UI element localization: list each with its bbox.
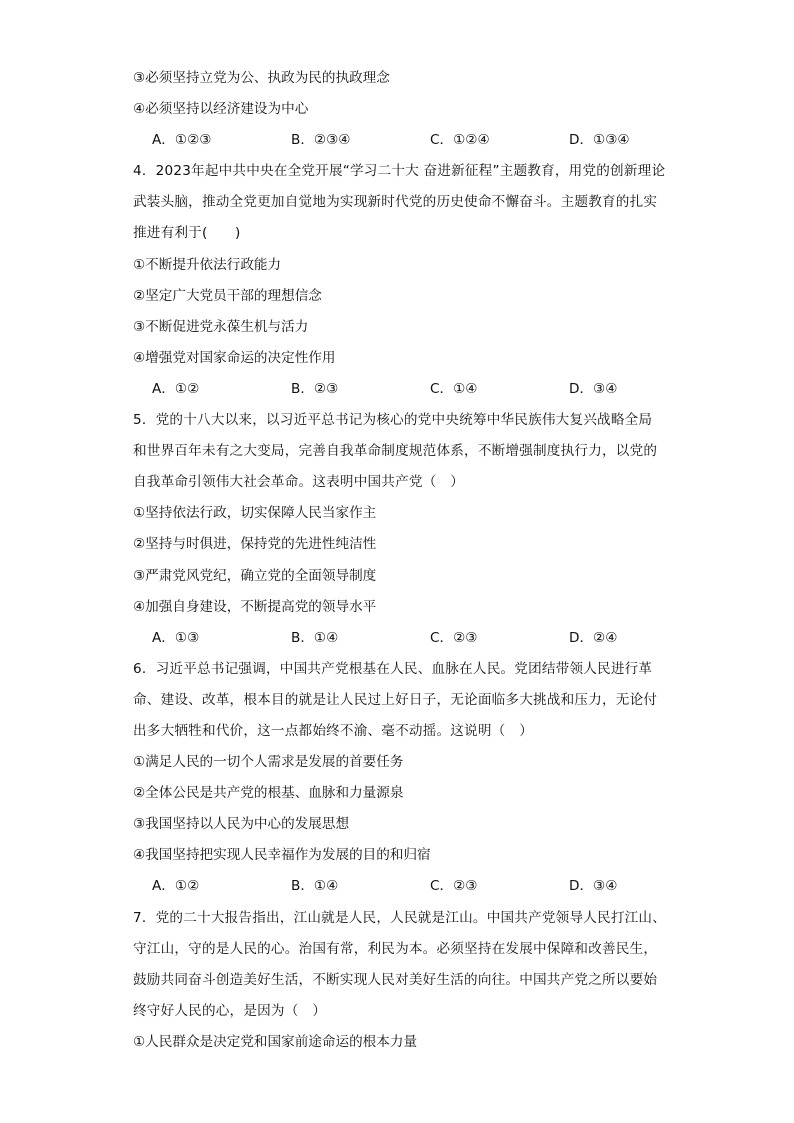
q3-item-4: ④必须坚持以经济建设为中心 [133,101,309,118]
q4-option-a: A．①② [152,380,200,397]
q4-option-d: D．③④ [569,380,618,397]
q4-stem-line-1: 4．2023年起中共中央在全党开展“学习二十大 奋进新征程”主题教育，用党的创新理论 [133,163,666,180]
q4-stem-line-2: 武装头脑，推动全党更加自觉地为实现新时代党的历史使命不懈奋斗。主题教育的扎实 [133,194,658,211]
q6-options [133,871,673,902]
q5-option-b: B．①④ [291,629,339,646]
q4-option-c: C．①④ [430,380,478,397]
q4-item-3: ③不断促进党永葆生机与活力 [133,318,309,335]
q6-item-1: ①满足人民的一切个人需求是发展的首要任务 [133,754,404,771]
q4-item-4: ④增强党对国家命运的决定性作用 [133,349,336,366]
q7-item-1: ①人民群众是决定党和国家前途命运的根本力量 [133,1033,418,1050]
q3-option-b: B．②③④ [291,132,351,149]
q4-option-b: B．②③ [291,380,339,397]
q3-option-a: A．①②③ [152,132,212,149]
q6-option-b: B．①④ [291,878,339,895]
q7-stem-line-4: 终守好人民的心，是因为（ ） [133,1002,327,1019]
q6-option-d: D．③④ [569,878,618,895]
q5-option-c: C．②③ [430,629,478,646]
q4-options [133,374,673,405]
q6-stem-line-1: 6．习近平总书记强调，中国共产党根基在人民、血脉在人民。党团结带领人民进行革 [133,660,653,677]
q7-stem-line-3: 鼓励共同奋斗创造美好生活，不断实现人民对美好生活的向往。中国共产党之所以要始 [133,971,658,988]
exam-content [133,63,673,1058]
q6-option-c: C．②③ [430,878,478,895]
q3-options [133,125,673,156]
q6-option-a: A．①② [152,878,200,895]
q5-option-d: D．②④ [569,629,618,646]
q5-item-2: ②坚持与时俱进，保持党的先进性纯洁性 [133,536,377,553]
q5-stem-line-2: 和世界百年未有之大变局，完善自我革命制度规范体系，不断增强制度执行力，以党的 [133,443,658,460]
q5-stem-line-1: 5．党的十八大以来，以习近平总书记为核心的党中央统筹中华民族伟大复兴战略全局 [133,412,653,429]
q6-item-4: ④我国坚持把实现人民幸福作为发展的目的和归宿 [133,847,431,864]
q3-item-3: ③必须坚持立党为公、执政为民的执政理念 [133,70,390,86]
q6-stem-line-3: 出多大牺牲和代价，这一点都始终不渝、毫不动摇。这说明（ ） [133,722,534,739]
q6-item-2: ②全体公民是共产党的根基、血脉和力量源泉 [133,785,404,802]
q5-options [133,623,673,654]
q3-option-d: D．①③④ [569,132,630,149]
q4-item-2: ②坚定广大党员干部的理想信念 [133,287,322,304]
q6-stem-line-2: 命、建设、改革，根本目的就是让人民过上好日子，无论面临多大挑战和压力，无论付 [133,691,658,708]
q7-stem-line-1: 7．党的二十大报告指出，江山就是人民，人民就是江山。中国共产党领导人民打江山、 [133,909,667,926]
q4-stem-line-3: 推进有利于( ) [133,225,241,242]
q4-item-1: ①不断提升依法行政能力 [133,256,282,273]
q7-stem-line-2: 守江山，守的是人民的心。治国有常，利民为本。必须坚持在发展中保障和改善民生， [133,940,658,957]
q5-option-a: A．①③ [152,629,200,646]
q3-option-c: C．①②④ [430,132,490,149]
q5-stem-line-3: 自我革命引领伟大社会革命。这表明中国共产党（ ） [133,474,465,491]
q5-item-3: ③严肃党风党纪，确立党的全面领导制度 [133,567,377,584]
q6-item-3: ③我国坚持以人民为中心的发展思想 [133,816,350,833]
q5-item-1: ①坚持依法行政，切实保障人民当家作主 [133,505,377,522]
q5-item-4: ④加强自身建设，不断提高党的领导水平 [133,598,377,615]
